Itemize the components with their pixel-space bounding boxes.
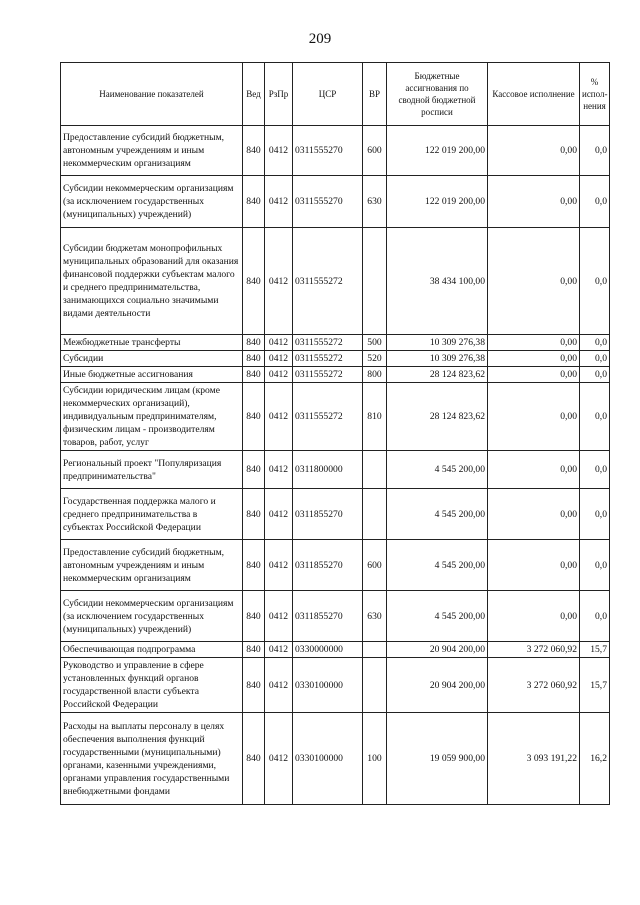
row-budget: 10 309 276,38 — [387, 351, 488, 367]
row-cash: 0,00 — [488, 591, 580, 642]
row-csr: 0311555270 — [293, 126, 363, 176]
row-csr: 0330100000 — [293, 658, 363, 713]
row-ved: 840 — [243, 383, 265, 451]
table-row — [61, 367, 610, 383]
row-cash: 0,00 — [488, 451, 580, 489]
row-cash: 0,00 — [488, 489, 580, 540]
row-percent: 0,0 — [580, 383, 610, 451]
row-budget: 28 124 823,62 — [387, 367, 488, 383]
row-cash: 0,00 — [488, 228, 580, 335]
row-percent: 0,0 — [580, 540, 610, 591]
row-vr — [363, 658, 387, 713]
table-row — [61, 383, 610, 451]
header-rzpr: РзПр — [265, 63, 293, 126]
row-percent: 0,0 — [580, 126, 610, 176]
row-cash: 0,00 — [488, 367, 580, 383]
row-budget: 122 019 200,00 — [387, 176, 488, 228]
row-percent: 0,0 — [580, 591, 610, 642]
row-cash: 0,00 — [488, 383, 580, 451]
table-header-row — [61, 63, 610, 126]
row-name: Субсидии — [61, 351, 243, 367]
row-csr: 0311555270 — [293, 176, 363, 228]
row-rzpr: 0412 — [265, 228, 293, 335]
row-name: Субсидии бюджетам монопрофильных муниципальных образований для оказания финансовой поддержки субъектам малого и среднего предпринимательства, занимающихся социально значимыми видами деятельности — [61, 228, 243, 335]
row-percent: 0,0 — [580, 351, 610, 367]
row-rzpr: 0412 — [265, 335, 293, 351]
row-cash: 3 272 060,92 — [488, 642, 580, 658]
row-rzpr: 0412 — [265, 642, 293, 658]
row-cash: 0,00 — [488, 540, 580, 591]
row-percent: 15,7 — [580, 642, 610, 658]
row-budget: 4 545 200,00 — [387, 489, 488, 540]
row-cash: 3 272 060,92 — [488, 658, 580, 713]
row-vr: 100 — [363, 713, 387, 805]
row-name: Иные бюджетные ассигнования — [61, 367, 243, 383]
row-name: Руководство и управление в сфере установленных функций органов государственной власти субъекта Российской Федерации — [61, 658, 243, 713]
row-budget: 4 545 200,00 — [387, 451, 488, 489]
table-row — [61, 176, 610, 228]
row-percent: 0,0 — [580, 176, 610, 228]
table-row — [61, 658, 610, 713]
row-rzpr: 0412 — [265, 367, 293, 383]
table-row — [61, 713, 610, 805]
row-ved: 840 — [243, 489, 265, 540]
row-cash: 0,00 — [488, 126, 580, 176]
row-cash: 0,00 — [488, 335, 580, 351]
row-percent: 0,0 — [580, 451, 610, 489]
row-name: Субсидии некоммерческим организациям (за исключением государственных (муниципальных) учреждений) — [61, 176, 243, 228]
row-cash: 0,00 — [488, 176, 580, 228]
row-budget: 19 059 900,00 — [387, 713, 488, 805]
row-name: Государственная поддержка малого и среднего предпринимательства в субъектах Российской Федерации — [61, 489, 243, 540]
row-budget: 28 124 823,62 — [387, 383, 488, 451]
table-row — [61, 126, 610, 176]
row-ved: 840 — [243, 451, 265, 489]
row-vr: 520 — [363, 351, 387, 367]
row-rzpr: 0412 — [265, 383, 293, 451]
row-csr: 0311555272 — [293, 228, 363, 335]
row-name: Предоставление субсидий бюджетным, автономным учреждениям и иным некоммерческим организациям — [61, 126, 243, 176]
row-percent: 16,2 — [580, 713, 610, 805]
row-name: Субсидии некоммерческим организациям (за исключением государственных (муниципальных) учреждений) — [61, 591, 243, 642]
header-name: Наименование показателей — [61, 63, 243, 126]
table-row — [61, 228, 610, 335]
page-number: 209 — [308, 31, 332, 47]
row-budget: 20 904 200,00 — [387, 658, 488, 713]
table-row — [61, 335, 610, 351]
row-ved: 840 — [243, 126, 265, 176]
row-budget: 10 309 276,38 — [387, 335, 488, 351]
row-vr — [363, 451, 387, 489]
row-csr: 0311800000 — [293, 451, 363, 489]
header-csr: ЦСР — [293, 63, 363, 126]
row-ved: 840 — [243, 713, 265, 805]
row-rzpr: 0412 — [265, 489, 293, 540]
row-rzpr: 0412 — [265, 126, 293, 176]
row-name: Расходы на выплаты персоналу в целях обеспечения выполнения функций государственными (муниципальными) органами, казенными учреждениями, органами управления государственными внебюджетными фондами — [61, 713, 243, 805]
row-percent: 15,7 — [580, 658, 610, 713]
row-vr: 800 — [363, 367, 387, 383]
row-cash: 3 093 191,22 — [488, 713, 580, 805]
row-rzpr: 0412 — [265, 591, 293, 642]
row-rzpr: 0412 — [265, 658, 293, 713]
row-csr: 0311555272 — [293, 367, 363, 383]
row-budget: 4 545 200,00 — [387, 540, 488, 591]
row-name: Межбюджетные трансферты — [61, 335, 243, 351]
row-rzpr: 0412 — [265, 176, 293, 228]
row-budget: 38 434 100,00 — [387, 228, 488, 335]
header-budget: Бюджетные ассигнования по сводной бюджетной росписи — [387, 63, 488, 126]
row-name: Предоставление субсидий бюджетным, автономным учреждениям и иным некоммерческим организациям — [61, 540, 243, 591]
row-csr: 0330100000 — [293, 713, 363, 805]
row-vr — [363, 228, 387, 335]
row-vr: 630 — [363, 591, 387, 642]
row-budget: 20 904 200,00 — [387, 642, 488, 658]
row-ved: 840 — [243, 591, 265, 642]
row-ved: 840 — [243, 228, 265, 335]
row-vr — [363, 642, 387, 658]
row-ved: 840 — [243, 658, 265, 713]
row-rzpr: 0412 — [265, 451, 293, 489]
table-row — [61, 489, 610, 540]
row-ved: 840 — [243, 367, 265, 383]
row-ved: 840 — [243, 351, 265, 367]
table-row — [61, 642, 610, 658]
budget-execution-table — [60, 62, 610, 805]
row-csr: 0311855270 — [293, 591, 363, 642]
row-rzpr: 0412 — [265, 713, 293, 805]
row-ved: 840 — [243, 540, 265, 591]
row-vr: 630 — [363, 176, 387, 228]
row-vr: 810 — [363, 383, 387, 451]
row-csr: 0311555272 — [293, 335, 363, 351]
row-budget: 4 545 200,00 — [387, 591, 488, 642]
header-vr: ВР — [363, 63, 387, 126]
row-vr: 500 — [363, 335, 387, 351]
row-vr — [363, 489, 387, 540]
header-percent: % испол-нения — [580, 63, 610, 126]
header-ved: Вед — [243, 63, 265, 126]
row-vr: 600 — [363, 126, 387, 176]
row-rzpr: 0412 — [265, 351, 293, 367]
row-name: Региональный проект "Популяризация предпринимательства" — [61, 451, 243, 489]
row-name: Субсидии юридическим лицам (кроме некоммерческих организаций), индивидуальным предпринимателям, физическим лицам - производителям товаров, работ, услуг — [61, 383, 243, 451]
row-csr: 0311855270 — [293, 489, 363, 540]
row-percent: 0,0 — [580, 489, 610, 540]
row-cash: 0,00 — [488, 351, 580, 367]
table-row — [61, 351, 610, 367]
table-row — [61, 591, 610, 642]
row-percent: 0,0 — [580, 228, 610, 335]
row-ved: 840 — [243, 176, 265, 228]
header-cash: Кассовое исполнение — [488, 63, 580, 126]
row-ved: 840 — [243, 335, 265, 351]
row-name: Обеспечивающая подпрограмма — [61, 642, 243, 658]
row-ved: 840 — [243, 642, 265, 658]
row-csr: 0311855270 — [293, 540, 363, 591]
row-rzpr: 0412 — [265, 540, 293, 591]
row-vr: 600 — [363, 540, 387, 591]
table-row — [61, 451, 610, 489]
row-budget: 122 019 200,00 — [387, 126, 488, 176]
row-percent: 0,0 — [580, 367, 610, 383]
table-row — [61, 540, 610, 591]
row-csr: 0330000000 — [293, 642, 363, 658]
row-csr: 0311555272 — [293, 351, 363, 367]
row-percent: 0,0 — [580, 335, 610, 351]
row-csr: 0311555272 — [293, 383, 363, 451]
